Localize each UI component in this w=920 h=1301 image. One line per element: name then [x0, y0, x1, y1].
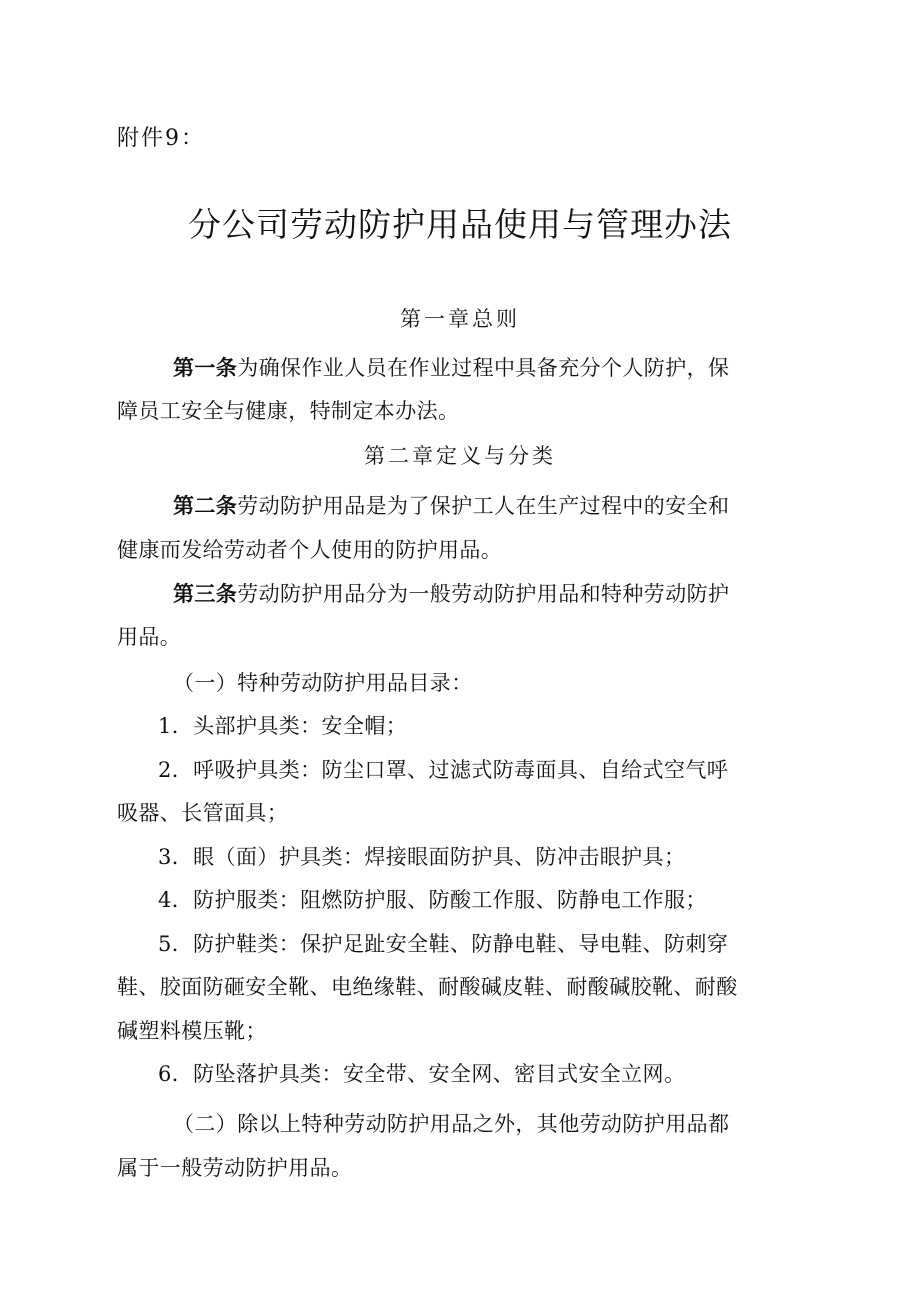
article-2-line-1	[173, 490, 729, 520]
list-item-5-line-2: 鞋、胶面防砸安全靴、电绝缘鞋、耐酸碱皮鞋、耐酸碱胶靴、耐酸	[117, 975, 738, 999]
article-3-line-2: 用品。	[117, 625, 182, 649]
article-1-label: 第一条	[173, 355, 238, 380]
section-2-line-2: 属于一般劳动防护用品。	[117, 1156, 353, 1180]
article-1-line-1	[173, 352, 729, 382]
article-1-line-2: 障员工安全与健康，特制定本办法。	[117, 399, 460, 423]
article-3-line-1	[173, 578, 729, 608]
section-2-line-1: （二）除以上特种劳动防护用品之外，其他劳动防护用品都	[173, 1112, 730, 1136]
attachment-label: 附件9：	[117, 126, 205, 151]
list-item-5-line-3: 碱塑料模压靴；	[117, 1019, 267, 1043]
article-2-line-2: 健康而发给劳动者个人使用的防护用品。	[117, 538, 503, 562]
chapter-2-heading: 第二章定义与分类	[364, 444, 556, 468]
article-2-text: 劳动防护用品是为了保护工人在生产过程中的安全和	[237, 494, 730, 518]
list-item-2-line-1: 2．呼吸护具类：防尘口罩、过滤式防毒面具、自给式空气呼	[158, 758, 729, 782]
article-3-label: 第三条	[173, 581, 238, 606]
article-1-text: 为确保作业人员在作业过程中具备充分个人防护，保	[237, 356, 730, 380]
article-2-label: 第二条	[173, 493, 238, 518]
list-item-5-line-1: 5．防护鞋类：保护足趾安全鞋、防静电鞋、导电鞋、防刺穿	[158, 932, 729, 956]
list-item-1: 1．头部护具类：安全帽；	[158, 714, 408, 738]
list-item-4: 4．防护服类：阻燃防护服、防酸工作服、防静电工作服；	[158, 888, 707, 912]
list-item-3: 3．眼（面）护具类：焊接眼面防护具、防冲击眼护具；	[158, 845, 686, 869]
document-title: 分公司劳动防护用品使用与管理办法	[188, 205, 732, 244]
list-item-6: 6．防坠落护具类：安全带、安全网、密目式安全立网。	[158, 1062, 686, 1086]
section-1-heading: （一）特种劳动防护用品目录：	[173, 671, 473, 695]
list-item-2-line-2: 吸器、长管面具；	[117, 801, 289, 825]
chapter-1-heading: 第一章总则	[400, 307, 520, 331]
article-3-text: 劳动防护用品分为一般劳动防护用品和特种劳动防护	[237, 582, 730, 606]
